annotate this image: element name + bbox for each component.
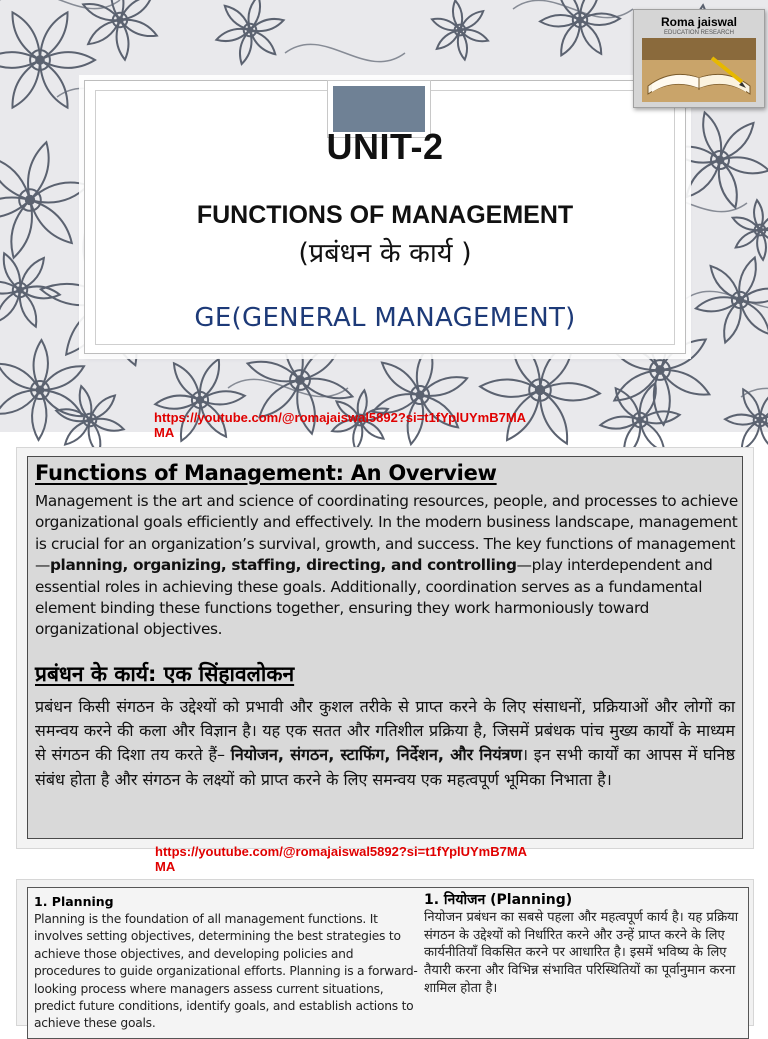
youtube-link-2[interactable]: https://youtube.com/@romajaiswal5892?si=t1fYplUYmB7MA bbox=[155, 844, 528, 859]
hindi-overview-title: प्रबंधन के कार्य: एक सिंहावलोकन bbox=[35, 662, 295, 686]
planning-frame bbox=[27, 887, 749, 1039]
youtube-link-overflow: MA bbox=[154, 425, 175, 440]
hindi-title: (प्रबंधन के कार्य ) bbox=[298, 238, 472, 269]
youtube-link[interactable]: https://youtube.com/@romajaiswal5892?si=t1fYplUYmB7MA bbox=[154, 410, 527, 425]
hindi-overview-paragraph bbox=[35, 695, 735, 792]
hindi-planning-heading: 1. नियोजन (Planning) bbox=[424, 892, 573, 908]
open-book-icon bbox=[642, 38, 756, 102]
planning-text: Planning is the foundation of all management functions. It involves setting objectives, determining the best strategies to achieve those objectives, and developing policies and procedures to guide organizational efforts. Planning is a forward-looking process where managers assess current situations, predict future conditions, identify goals, and establish actions to achieve these goals. bbox=[34, 912, 418, 1031]
hindi-text-2: । इन सभी कार्यों का आपस में घनिष्ठ संबंध होता है और संगठन के लक्ष्यों को प्राप्त करने के लिए समन्वय एक महत्वपूर्ण भूमिका निभाता है। bbox=[35, 745, 735, 789]
functions-title: FUNCTIONS OF MANAGEMENT bbox=[196, 201, 574, 229]
hindi-planning-text: नियोजन प्रबंधन का सबसे पहला और महत्वपूर्ण कार्य है। यह प्रक्रिया संगठन के उद्देश्यों को निर्धारित करने और उन्हें प्राप्त करने के लिए कार्यनीतियाँ विकसित करने पर आधारित है। इसमें भविष्य के लिए तैयारी करना और विभिन्न संभावित परिस्थितियों का पूर्वानुमान करना शामिल होता है। bbox=[424, 910, 739, 996]
overview-functions-bold: planning, organizing, staffing, directing, and controlling bbox=[49, 556, 517, 575]
unit-title: UNIT-2 bbox=[326, 126, 444, 167]
overview-text-2: —play interdependent and essential roles in achieving these goals. Additionally, coordination serves as a fundamental element binding these functions together, ensuring they work harmoniously toward organizational objectives. bbox=[35, 556, 713, 639]
overview-title: Functions of Management: An Overview bbox=[35, 461, 497, 485]
planning-heading: 1. Planning bbox=[34, 894, 114, 909]
hindi-text-1: प्रबंधन किसी संगठन के उद्देश्यों को प्रभावी और कुशल तरीके से प्राप्त करने के लिए संसाधनों, प्रक्रियाओं और लोगों का समन्वय करने की कला और विज्ञान है। यह एक सतत और गतिशील प्रक्रिया है, जिसमें प्रबंधक पांच मुख्य कार्यों के माध्यम से संगठन की दिशा तय करते हैं– bbox=[35, 697, 735, 765]
planning-slide bbox=[16, 879, 754, 1031]
author-badge bbox=[633, 9, 765, 108]
author-name: Roma jaiswal bbox=[660, 15, 738, 29]
title-card bbox=[84, 80, 686, 354]
hindi-functions-bold: नियोजन, संगठन, स्टाफिंग, निर्देशन, और नियंत्रण bbox=[230, 745, 523, 765]
course-title: GE(GENERAL MANAGEMENT) bbox=[194, 303, 576, 333]
youtube-link-2-overflow: MA bbox=[155, 859, 176, 874]
author-subtitle: EDUCATION RESEARCH bbox=[664, 30, 734, 36]
title-slide bbox=[0, 0, 768, 440]
overview-paragraph bbox=[35, 491, 741, 641]
overview-text-1: Management is the art and science of coordinating resources, people, and processes to achieve organizational goals efficiently and effectively. In the modern business landscape, management is crucial for an organization’s survival, growth, and success. The key functions of management— bbox=[35, 492, 738, 575]
overview-panel bbox=[27, 456, 743, 839]
overview-slide bbox=[16, 447, 754, 849]
